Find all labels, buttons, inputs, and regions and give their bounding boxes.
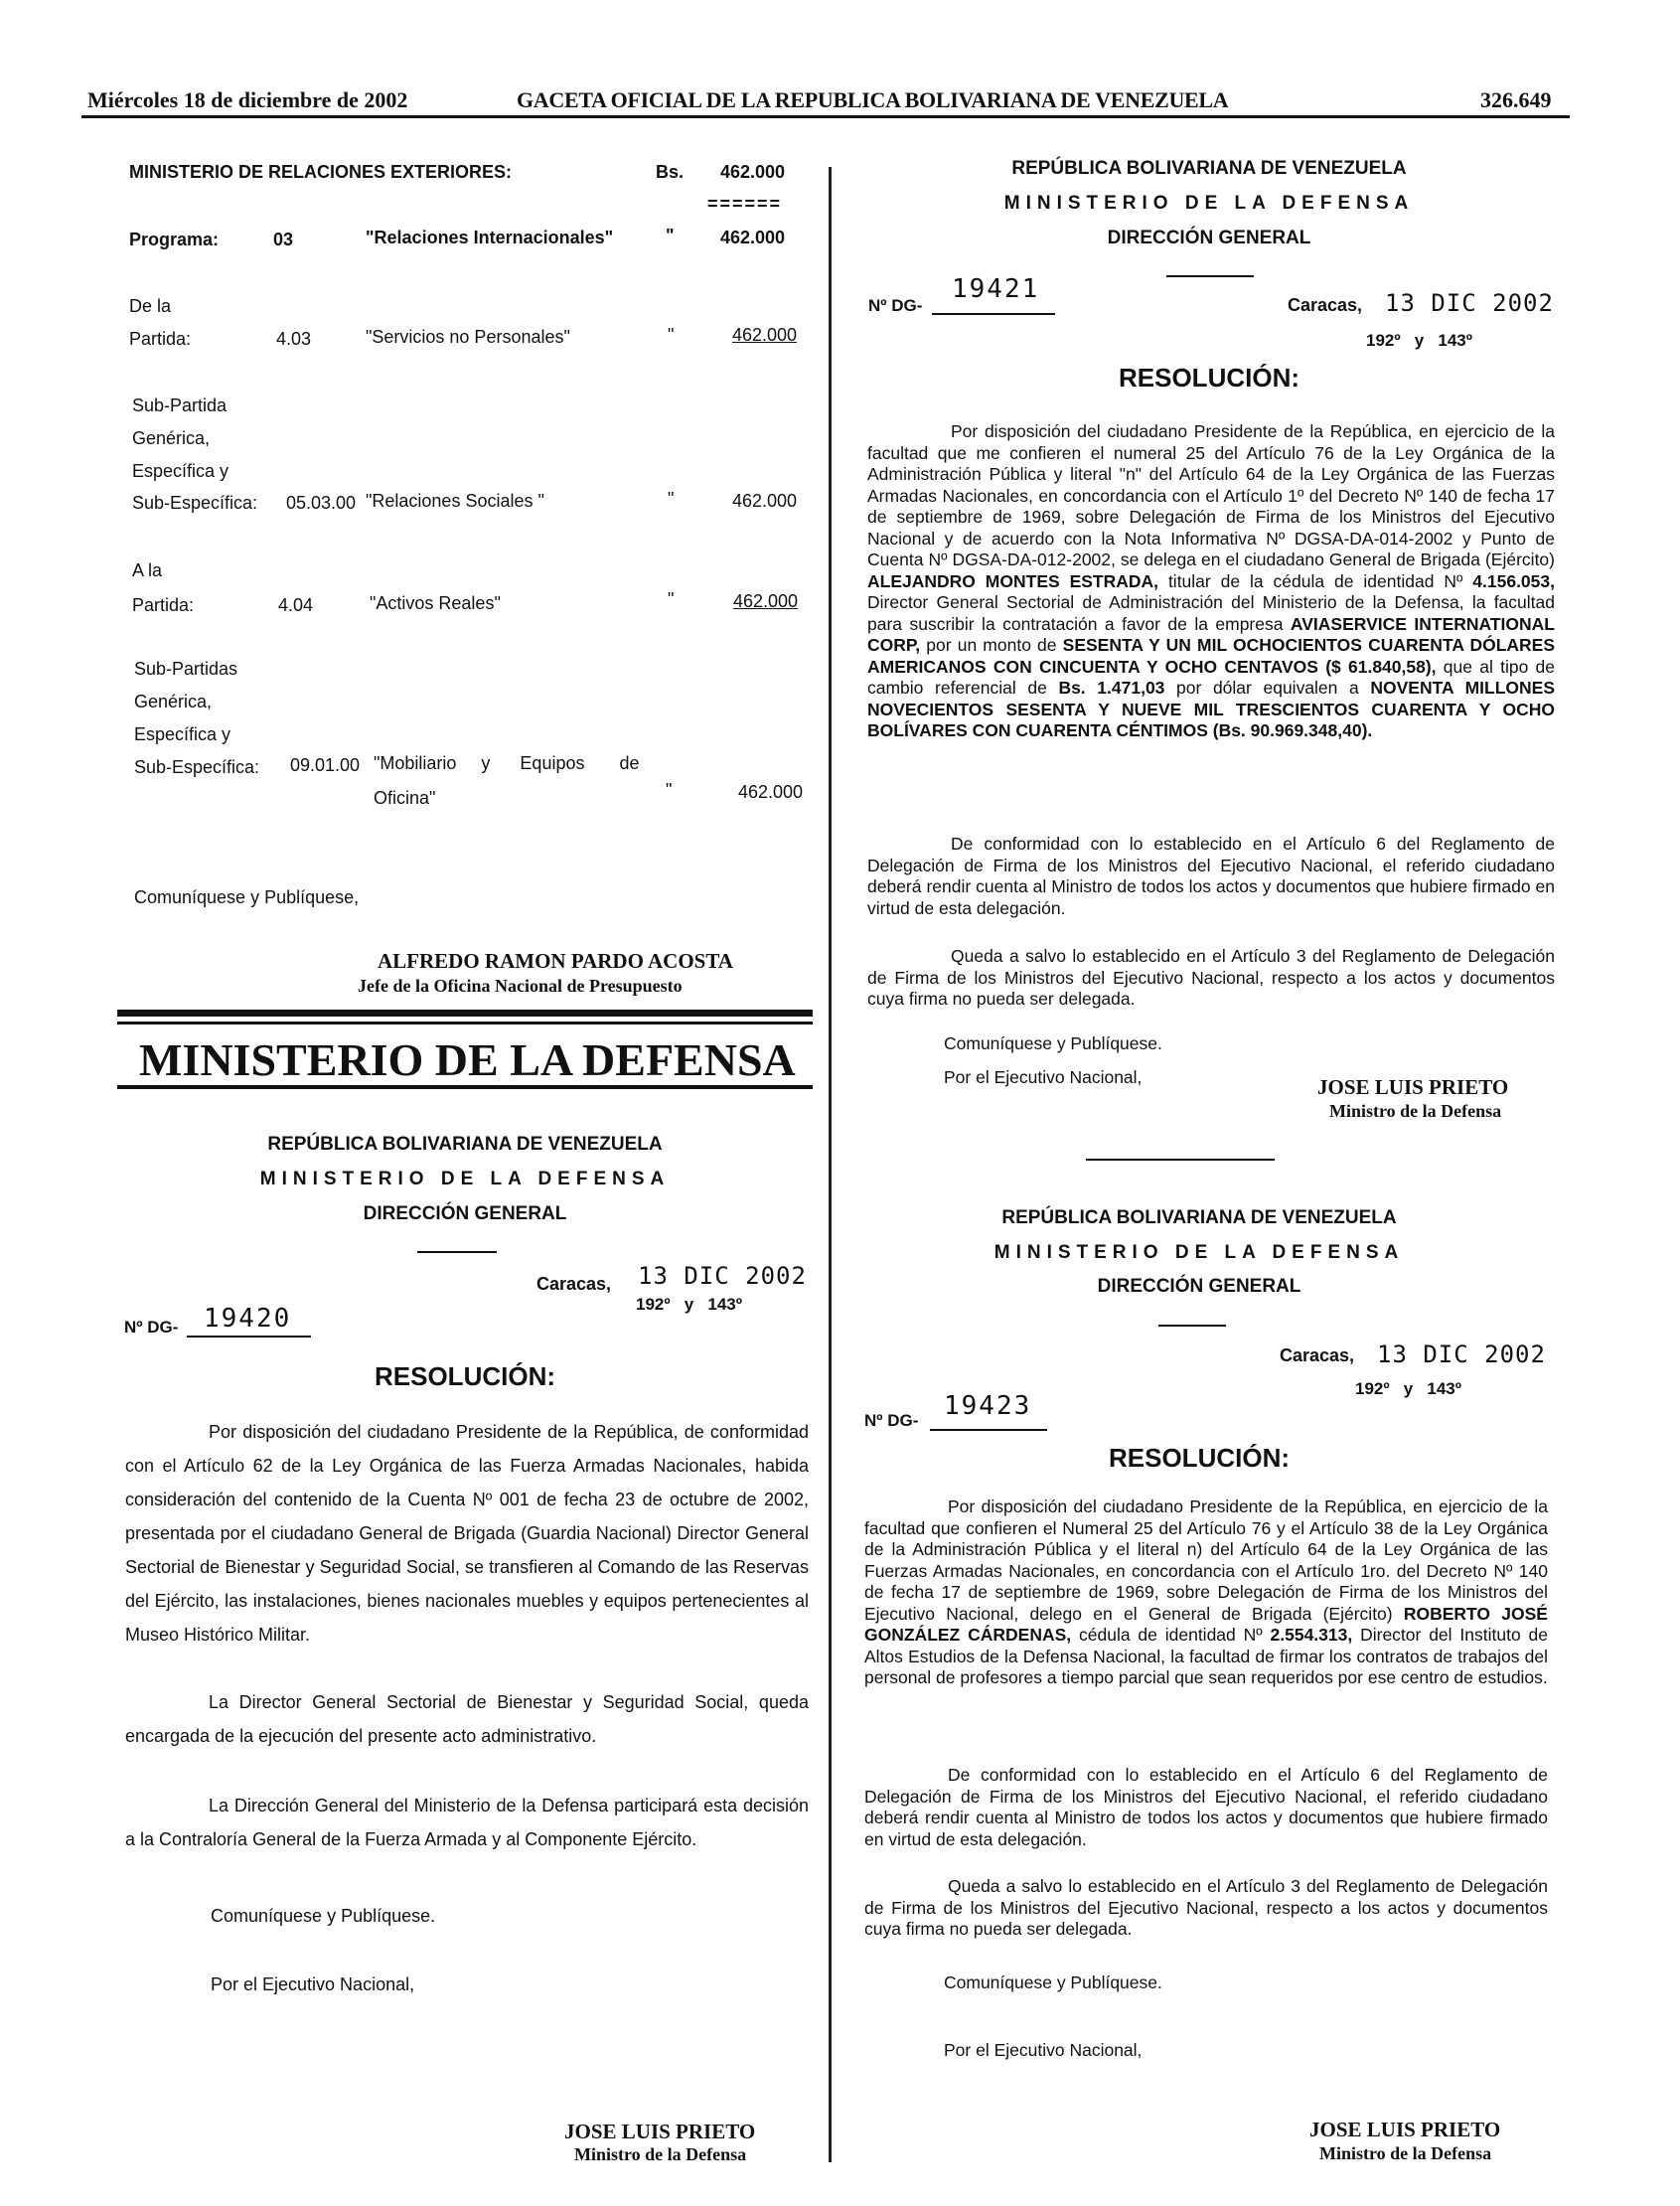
short-rule xyxy=(417,1251,497,1253)
years: 192º y 143º xyxy=(636,1295,742,1314)
signer-title: Ministro de la Defensa xyxy=(1319,2143,1492,2163)
years: 192º y 143º xyxy=(1355,1379,1461,1398)
sub1-amount: 462.000 xyxy=(732,491,798,511)
resolution-title: RESOLUCIÓN: xyxy=(1119,363,1299,393)
place-label: Caracas, xyxy=(1288,295,1363,315)
closing: Comuníquese y Publíquese. xyxy=(944,1033,1162,1053)
institution-direction: DIRECCIÓN GENERAL xyxy=(363,1203,567,1224)
dg-underline xyxy=(930,1429,1047,1431)
header-title: GACETA OFICIAL DE LA REPUBLICA BOLIVARIANA DE VENEZUELA xyxy=(517,87,1229,112)
place-label: Caracas, xyxy=(1280,1345,1355,1365)
sub2-amount: 462.000 xyxy=(738,782,804,802)
sub1-line-2: Genérica, xyxy=(132,428,211,448)
programa-code: 03 xyxy=(273,230,294,249)
dg-label: Nº DG- xyxy=(864,1411,919,1430)
sub2-name-1: "Mobiliario y Equipos de xyxy=(374,753,640,773)
to-label-2: Partida: xyxy=(132,595,195,615)
header-rule xyxy=(81,115,1570,118)
header-date: Miércoles 18 de diciembre de 2002 xyxy=(87,87,408,112)
place-label: Caracas, xyxy=(536,1274,612,1294)
sub2-line-1: Sub-Partidas xyxy=(134,659,238,679)
paragraph-2: De conformidad con lo establecido en el Artículo 6 del Reglamento de Delegación de Firma de los Ministros del Ejecutivo Nacional, el referido ciudadano deberá rendir cuenta al Ministro de todos los actos y documentos que hubiere firmado en virtud de esta delegación. xyxy=(864,1765,1548,1849)
years: 192º y 143º xyxy=(1366,331,1472,350)
closing: Comuníquese y Publíquese. xyxy=(944,1972,1162,1992)
sub1-code: 05.03.00 xyxy=(286,493,357,513)
paragraph-3: Queda a salvo lo establecido en el Artículo 3 del Reglamento de Delegación de Firma de los Ministros del Ejecutivo Nacional, respecto a los actos y documentos cuya firma no pueda ser delegada. xyxy=(864,1876,1548,1939)
section-rule-bottom xyxy=(117,1085,813,1089)
sub2-line-2: Genérica, xyxy=(134,692,213,711)
from-label-1: De la xyxy=(129,296,172,316)
header-page-number: 326.649 xyxy=(1480,87,1552,112)
institution-direction: DIRECCIÓN GENERAL xyxy=(1097,1276,1301,1297)
to-amount: 462.000 xyxy=(733,591,799,611)
resolution-title: RESOLUCIÓN: xyxy=(1109,1443,1290,1473)
sub2-code: 09.01.00 xyxy=(290,755,361,775)
programa-label: Programa: xyxy=(129,230,220,249)
column-divider xyxy=(829,167,832,2162)
budget-currency: Bs. xyxy=(656,162,685,182)
section-rule-top-thin xyxy=(117,1022,813,1024)
paragraph-2: La Director General Sectorial de Bienestar y Seguridad Social, queda encargada de la ejecución del presente acto administrativo. xyxy=(125,1692,809,1746)
sub1-name: "Relaciones Sociales " xyxy=(366,491,544,511)
dg-number: 19420 xyxy=(204,1304,292,1334)
paragraph-1: Por disposición del ciudadano Presidente de la República, en ejercicio de la facultad que me confieren el numeral 25 del Artículo 76 de la Ley Orgánica de la Administración Pública y literal "n" del Artículo 64 de la Ley Orgánica de las Fuerzas Armadas Nacionales, en concordancia con el Artículo 1º del Decreto Nº 140 de fecha 17 de septiembre de 1969, sobre Delegación de Firma de los Ministros del Ejecutivo Nacional y de acuerdo con la Nota Informativa Nº DGSA-DA-014-2002 y Punto de Cuenta Nº DGSA-DA-012-2002, se delega en el ciudadano General de Brigada (Ejército) ALEJANDRO MONTES ESTRADA, titular de la cédula de identidad Nº 4.156.053, Director General Sectorial de Administración del Ministerio de la Defensa, la facultad para suscribir la contratación a favor de la empresa AVIASERVICE INTERNATIONAL CORP, por un monto de SESENTA Y UN MIL OCHOCIENTOS CUARENTA DÓLARES AMERICANOS CON CINCUENTA Y OCHO CENTAVOS ($ 61.840,58), que al tipo de cambio referencial de Bs. 1.471,03 por dólar equivalen a NOVENTA MILLONES NOVECIENTOS SESENTA Y NUEVE MIL TRESCIENTOS CUARENTA Y OCHO BOLÍVARES CON CUARENTA CÉNTIMOS (Bs. 90.969.348,40). xyxy=(867,421,1556,740)
from-label-2: Partida: xyxy=(129,329,192,349)
institution-ministry: MINISTERIO DE LA DEFENSA xyxy=(993,1242,1405,1263)
section-title: MINISTERIO DE LA DEFENSA xyxy=(139,1034,796,1085)
paragraph-2: De conformidad con lo establecido en el Artículo 6 del Reglamento de Delegación de Firma de los Ministros del Ejecutivo Nacional, el referido ciudadano deberá rendir cuenta al Ministro de todos los actos y documentos que hubiere firmado en virtud de esta delegación. xyxy=(867,834,1555,918)
dg-label: Nº DG- xyxy=(868,296,923,315)
paragraph-3: La Dirección General del Ministerio de la Defensa participará esta decisión a la Contraloría General de la Fuerza Armada y al Componente Ejército. xyxy=(125,1796,809,1849)
budget-signer-title: Jefe de la Oficina Nacional de Presupuesto xyxy=(358,976,683,996)
paragraph-1: Por disposición del ciudadano Presidente de la República, de conformidad con el Artículo 62 de la Ley Orgánica de las Fuerza Armadas Nacionales, habida consideración del contenido de la Cuenta Nº 001 de fecha 23 de octubre de 2002, presentada por el ciudadano General de Brigada (Guardia Nacional) Director General Sectorial de Bienestar y Seguridad Social, se transfieren al Comando de las Reservas del Ejército, las instalaciones, bienes nacionales muebles y equipos pertenecientes al Museo Histórico Militar. xyxy=(125,1422,809,1645)
to-name: "Activos Reales" xyxy=(370,593,501,613)
by-executive: Por el Ejecutivo Nacional, xyxy=(944,1067,1143,1087)
dg-number: 19421 xyxy=(952,274,1040,304)
short-rule xyxy=(1158,1325,1226,1327)
sub2-line-3: Específica y xyxy=(134,724,231,744)
signer-name: JOSE LUIS PRIETO xyxy=(564,2120,756,2143)
ditto-mark: " xyxy=(668,589,675,609)
dg-label: Nº DG- xyxy=(124,1318,179,1337)
separator-rule xyxy=(1086,1159,1275,1161)
dg-number: 19423 xyxy=(944,1391,1032,1421)
closing: Comuníquese y Publíquese. xyxy=(211,1906,436,1926)
signer-name: JOSE LUIS PRIETO xyxy=(1309,2118,1501,2141)
date-stamp: 13 DIC 2002 xyxy=(638,1262,807,1290)
programa-amount: 462.000 xyxy=(720,228,786,247)
ditto-mark: " xyxy=(668,325,675,345)
signer-title: Ministro de la Defensa xyxy=(574,2144,747,2164)
date-stamp: 13 DIC 2002 xyxy=(1377,1340,1546,1368)
by-executive: Por el Ejecutivo Nacional, xyxy=(944,2040,1143,2060)
resolution-title: RESOLUCIÓN: xyxy=(375,1361,555,1391)
sub2-line-4: Sub-Específica: xyxy=(134,757,260,777)
programa-name: "Relaciones Internacionales" xyxy=(366,228,614,247)
signer-title: Ministro de la Defensa xyxy=(1329,1101,1502,1121)
institution-republic: REPÚBLICA BOLIVARIANA DE VENEZUELA xyxy=(1011,158,1407,179)
institution-ministry: MINISTERIO DE LA DEFENSA xyxy=(1003,193,1415,214)
to-code: 4.04 xyxy=(278,595,314,615)
ditto-mark: " xyxy=(666,780,673,800)
paragraph-3: Queda a salvo lo establecido en el Artículo 3 del Reglamento de Delegación de Firma de los Ministros del Ejecutivo Nacional, respecto a los actos y documentos cuya firma no pueda ser delegada. xyxy=(867,946,1555,1009)
to-label-1: A la xyxy=(132,560,163,580)
paragraph-1: Por disposición del ciudadano Presidente de la República, en ejercicio de la facultad que confieren el Numeral 25 del Artículo 76 y el Artículo 38 de la Ley Orgánica de la Administración Pública y el literal n) del Artículo 64 de la Ley Orgánica de las Fuerzas Armadas Nacionales, en concordancia con el Artículo 1ro. del Decreto Nº 140 de fecha 17 de septiembre de 1969, sobre Delegación de Firma de los Ministros del Ejecutivo Nacional, delego en el General de Brigada (Ejército) ROBERTO JOSÉ GONZÁLEZ CÁRDENAS, cédula de identidad Nº 2.554.313, Director del Instituto de Altos Estudios de la Defensa Nacional, la facultad de firmar los contratos de trabajos del personal de profesores a tiempo parcial que sean requeridos por ese centro de estudios. xyxy=(864,1497,1549,1687)
sub1-line-1: Sub-Partida xyxy=(132,395,228,415)
institution-direction: DIRECCIÓN GENERAL xyxy=(1107,228,1311,248)
ditto-mark: " xyxy=(668,489,675,509)
from-amount: 462.000 xyxy=(732,325,798,345)
budget-total-rule: ====== xyxy=(707,194,783,214)
section-rule-top xyxy=(117,1010,813,1017)
sub1-line-3: Específica y xyxy=(132,461,229,481)
date-stamp: 13 DIC 2002 xyxy=(1385,289,1554,317)
institution-republic: REPÚBLICA BOLIVARIANA DE VENEZUELA xyxy=(267,1134,663,1155)
institution-republic: REPÚBLICA BOLIVARIANA DE VENEZUELA xyxy=(1001,1207,1397,1228)
budget-signer-name: ALFREDO RAMON PARDO ACOSTA xyxy=(378,949,733,973)
from-name: "Servicios no Personales" xyxy=(366,327,570,347)
institution-ministry: MINISTERIO DE LA DEFENSA xyxy=(259,1169,671,1189)
short-rule xyxy=(1166,275,1254,277)
sub2-name-2: Oficina" xyxy=(374,788,436,808)
sub1-line-4: Sub-Específica: xyxy=(132,493,258,513)
dg-underline xyxy=(932,313,1055,315)
from-code: 4.03 xyxy=(276,329,312,349)
budget-total: 462.000 xyxy=(720,162,786,182)
by-executive: Por el Ejecutivo Nacional, xyxy=(211,1974,415,1994)
signer-name: JOSE LUIS PRIETO xyxy=(1317,1075,1509,1099)
ditto-mark: " xyxy=(666,226,675,245)
budget-ministry: MINISTERIO DE RELACIONES EXTERIORES: xyxy=(129,162,513,182)
dg-underline xyxy=(187,1336,311,1338)
budget-closing: Comuníquese y Publíquese, xyxy=(134,887,360,907)
